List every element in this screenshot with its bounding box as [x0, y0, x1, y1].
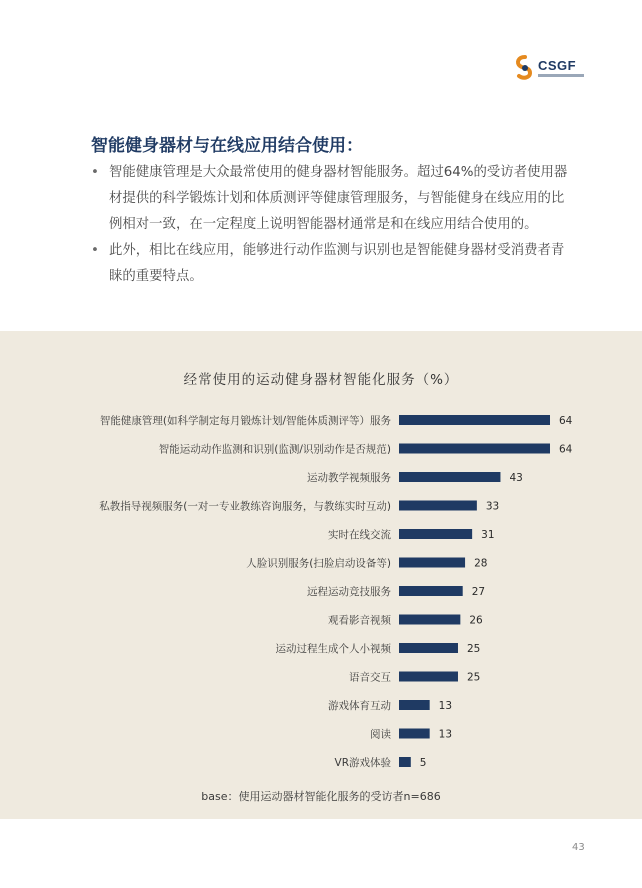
- bullet-item: [91, 160, 571, 238]
- bar: [399, 643, 458, 653]
- logo-subtitle-mark: [538, 74, 584, 77]
- category-label: 观看影音视频: [328, 614, 391, 627]
- category-label: 私教指导视频服务(一对一专业教练咨询服务，与教练实时互动): [99, 500, 391, 513]
- value-label: 43: [509, 472, 523, 484]
- bar: [399, 415, 550, 425]
- category-label: 语音交互: [349, 671, 391, 684]
- logo-mark-icon: [514, 54, 536, 82]
- category-label: 智能健康管理(如科学制定每月锻炼计划/智能体质测评等）服务: [99, 415, 391, 427]
- category-label: 运动教学视频服务: [307, 472, 391, 484]
- category-label: VR游戏体验: [334, 757, 391, 769]
- bullet-list: [91, 160, 571, 290]
- value-label: 31: [481, 529, 495, 541]
- bullet-text: 智能健康管理是大众最常使用的健身器材智能服务。超过64%的受访者使用器材提供的科学锻炼计划和体质测评等健康管理服务，与智能健身在线应用的比例相对一致，在一定程度上说明智能器材通常是和在线应用结合使用的。: [109, 165, 568, 232]
- bullet-item: [91, 238, 571, 290]
- bar: [399, 729, 430, 739]
- bar: [399, 558, 465, 568]
- category-label: 智能运动动作监测和识别(监测/识别动作是否规范): [158, 443, 391, 456]
- value-label: 26: [469, 614, 483, 627]
- value-label: 33: [485, 500, 500, 513]
- bar: [399, 700, 430, 710]
- chart-title: 经常使用的运动健身器材智能化服务（%）: [183, 372, 459, 388]
- section-heading: 智能健身器材与在线应用结合使用：: [91, 136, 363, 156]
- value-label: 64: [559, 443, 573, 456]
- logo-text: CSGF: [538, 58, 577, 73]
- value-label: 28: [474, 557, 488, 570]
- bar: [399, 757, 411, 767]
- page-number: 43: [572, 842, 585, 853]
- value-label: 64: [559, 415, 573, 427]
- category-label: 阅读: [370, 728, 391, 741]
- base-note: base：使用运动器材智能化服务的受访者n=686: [201, 790, 441, 803]
- bar: [399, 472, 500, 482]
- bar: [399, 444, 550, 454]
- value-label: 25: [466, 643, 481, 655]
- csgf-logo: [514, 54, 584, 86]
- category-label: 实时在线交流: [328, 529, 391, 541]
- value-label: 27: [471, 586, 486, 598]
- value-label: 13: [438, 728, 453, 741]
- bar: [399, 529, 472, 539]
- bar: [399, 615, 460, 625]
- bullet-dot-icon: •: [91, 243, 99, 258]
- value-label: 25: [466, 671, 481, 684]
- bullet-dot-icon: •: [91, 165, 99, 180]
- value-label: 5: [419, 757, 427, 769]
- category-label: 游戏体育互动: [328, 700, 391, 712]
- bar: [399, 672, 458, 682]
- bar: [399, 501, 477, 511]
- value-label: 13: [438, 700, 453, 712]
- category-label: 人脸识别服务(扫脸启动设备等): [246, 557, 391, 570]
- bar: [399, 586, 463, 596]
- bullet-text: 此外，相比在线应用，能够进行动作监测与识别也是智能健身器材受消费者青睐的重要特点。: [109, 243, 565, 284]
- category-label: 运动过程生成个人小视频: [275, 643, 391, 655]
- category-label: 远程运动竞技服务: [307, 586, 391, 598]
- bar-chart: [0, 400, 642, 780]
